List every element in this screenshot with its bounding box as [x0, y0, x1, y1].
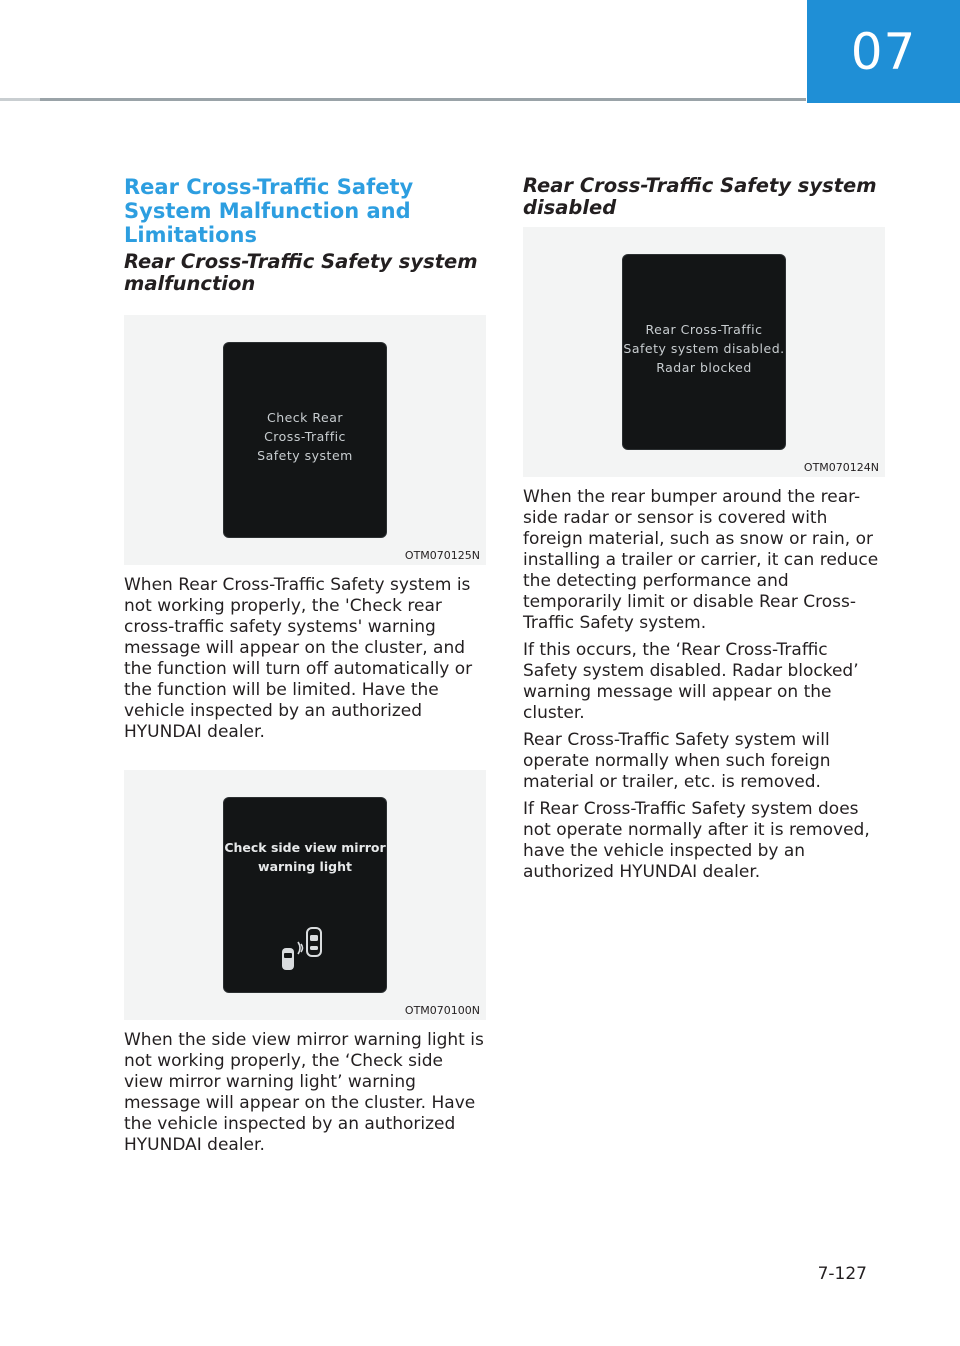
- paragraph-side-mirror: When the side view mirror warning light is not working properly, the ‘Check side view mirror warning light’ warning message will appear on the cluster. Have the vehicle inspected by an authorized HYUNDAI dealer.: [124, 1030, 484, 1155]
- figure-cluster-check-rcts: [124, 315, 486, 565]
- cluster-message: [224, 408, 386, 465]
- paragraph-disabled-2: If this occurs, the ‘Rear Cross-Traffic Safety system disabled. Radar blocked’ warning message will appear on the cluster.: [523, 640, 859, 723]
- sub-title-malfunction: Rear Cross-Traffic Safety system malfunction: [124, 250, 478, 295]
- header-rule: [0, 98, 806, 101]
- paragraph-malfunction: When Rear Cross-Traffic Safety system is not working properly, the 'Check rear cross-traffic safety systems' warning message will appear on the cluster, and the function will turn off automatically or the function will be limited. Have the vehicle inspected by an authorized HYUNDAI dealer.: [124, 575, 473, 742]
- cluster-message-line: Safety system: [257, 448, 353, 463]
- left-column: [124, 175, 486, 1156]
- cluster-message-line: warning light: [258, 859, 352, 874]
- rear-cross-traffic-car-icon: [279, 926, 329, 974]
- cluster-message-line: Safety system disabled.: [623, 341, 785, 356]
- figure-cluster-side-mirror: [124, 770, 486, 1020]
- page-number: 7-127: [817, 1264, 867, 1284]
- cluster-message-line: Rear Cross-Traffic: [645, 322, 763, 337]
- cluster-display: [224, 798, 386, 992]
- sub-title-disabled: Rear Cross-Traffic Safety system disabled: [523, 174, 877, 219]
- cluster-message-line: Radar blocked: [656, 360, 752, 375]
- figure-code: OTM070124N: [803, 461, 879, 474]
- paragraph-disabled-3: Rear Cross-Traffic Safety system will operate normally when such foreign material or trailer, etc. is removed.: [523, 730, 831, 792]
- chapter-tab: 07: [807, 0, 960, 103]
- figure-code: OTM070100N: [404, 1004, 480, 1017]
- section-title: Rear Cross-Traffic Safety System Malfunction and Limitations: [124, 175, 414, 247]
- cluster-message-line: Cross-Traffic: [264, 429, 346, 444]
- cluster-message: [623, 320, 785, 377]
- cluster-display: [623, 255, 785, 449]
- cluster-display: [224, 343, 386, 537]
- header-rule-accent: [0, 98, 40, 101]
- cluster-message-line: Check side view mirror: [224, 840, 386, 855]
- cluster-message-line: Check Rear: [266, 410, 344, 425]
- right-column: [523, 175, 885, 883]
- figure-code: OTM070125N: [404, 549, 480, 562]
- paragraph-disabled-1: When the rear bumper around the rear-side radar or sensor is covered with foreign material, such as snow or rain, or installing a trailer or carrier, it can reduce the detecting performance and temporarily limit or disable Rear Cross-Traffic Safety system.: [523, 487, 879, 633]
- figure-cluster-radar-blocked: [523, 227, 885, 477]
- paragraph-disabled-4: If Rear Cross-Traffic Safety system does not operate normally after it is removed, have the vehicle inspected by an authorized HYUNDAI dealer.: [523, 799, 870, 882]
- cluster-message: [224, 838, 386, 876]
